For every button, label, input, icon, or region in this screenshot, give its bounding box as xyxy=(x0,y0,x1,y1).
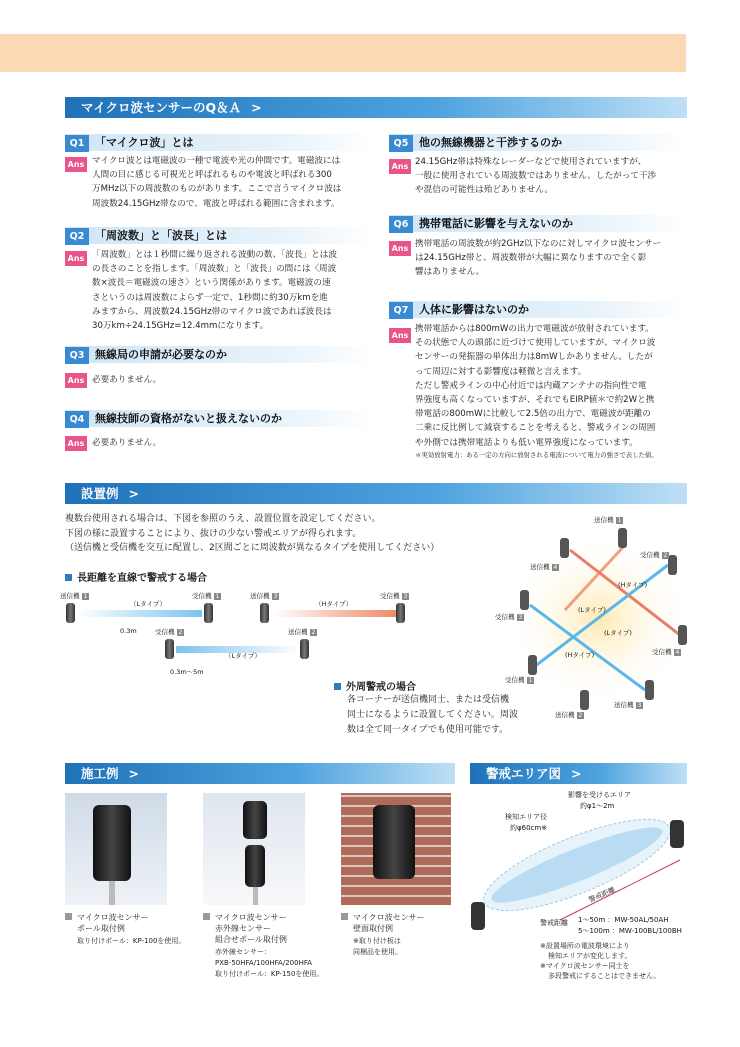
q1-question: 「マイクロ波」とは xyxy=(95,136,194,149)
photo-wall-mount xyxy=(341,793,451,905)
beam-arrow xyxy=(272,610,396,617)
q7-answer-line: や外側では携帯電話よりも低い電界強度になっています。 xyxy=(415,437,638,448)
area-note: ※マイクロ波センサー同士を xyxy=(540,962,630,970)
q6-answer-line: 響はありません。 xyxy=(415,267,485,278)
chevron-right-icon: > xyxy=(128,766,139,781)
tx-text: 送信機 xyxy=(614,701,634,709)
sensor-photo-shape xyxy=(243,801,267,839)
caption-title: 壁面取付例 xyxy=(353,924,393,933)
h-type-label: (Hタイプ) xyxy=(618,581,648,589)
h-type-label: （Hタイプ） xyxy=(315,600,353,608)
q5-answer-line: 一般に使用されている周波数ではありません。したがって干渉 xyxy=(415,171,657,182)
q7-answer-line: 二乗に反比例して減衰することを考えると、警戒ラインの周囲 xyxy=(415,423,656,434)
tx-text: 送信機 xyxy=(555,711,575,719)
install-section-title xyxy=(65,483,687,504)
area-notes xyxy=(540,941,660,981)
num-badge: 2 xyxy=(663,552,668,559)
range-label: 警戒距離 xyxy=(587,885,617,905)
num-badge: 3 xyxy=(518,614,523,621)
p-tx1-label xyxy=(594,515,623,524)
q2-answer-line: 数×波長＝電磁波の速さ〉という関係があります。電磁波の速 xyxy=(92,278,331,289)
p-rx1-label xyxy=(505,675,534,684)
p-rx4-label xyxy=(652,647,681,656)
rx-text: 受信機 xyxy=(192,592,212,600)
num-badge: 2 xyxy=(178,629,183,636)
sensor-icon xyxy=(300,639,309,659)
range-model-2: 5〜100m ：MW-100BL/100BH xyxy=(578,927,682,935)
sensor-photo-shape xyxy=(373,805,415,879)
q5-tag: Q5 xyxy=(389,135,413,152)
chevron-right-icon: > xyxy=(251,100,262,115)
q5-heading xyxy=(389,134,687,151)
q5-question: 他の無線機器と干渉するのか xyxy=(419,136,562,149)
examples-section-title xyxy=(65,763,455,784)
num-badge: 1 xyxy=(528,677,533,684)
sensor-icon xyxy=(528,655,537,675)
q2-answer-line: の長さのことを指します。「周波数」と「波長」の間には〈周波 xyxy=(92,264,337,275)
q7-answer-line: センサーの発振器の単体出力は8mWしかありません。したが xyxy=(415,352,653,363)
tx-text: 送信機 xyxy=(530,563,550,571)
l-type-label: （Lタイプ） xyxy=(225,652,261,660)
caption-note: 取り付けポール：KP-150を使用。 xyxy=(215,970,324,978)
long-distance-title: 長距離を直線で警戒する場合 xyxy=(77,573,207,584)
area-note: 多段警戒にすることはできません。 xyxy=(548,972,661,980)
rx1-label xyxy=(192,591,221,600)
q7-footnote: ＊実効放射電力：ある一定の方向に放射される電波について電力の強さで表した値。 xyxy=(415,450,658,459)
p-tx3-label xyxy=(614,700,643,709)
q4-answer: 必要ありません。 xyxy=(92,438,162,448)
ir-sensor-photo-shape xyxy=(245,845,265,887)
num-badge: 1 xyxy=(83,593,88,600)
tx1-label xyxy=(60,591,89,600)
perimeter-title: 外周警戒の場合 xyxy=(346,682,416,693)
caption-wall xyxy=(341,912,425,958)
caption-title: 組合せポール取付例 xyxy=(215,935,287,944)
num-badge: 1 xyxy=(617,517,622,524)
tx-text: 送信機 xyxy=(288,628,308,636)
q2-heading xyxy=(65,227,375,244)
num-badge: 1 xyxy=(215,593,220,600)
sensor-icon xyxy=(618,528,627,548)
range-model-1: 1〜50m ：MW-50AL/50AH xyxy=(578,916,669,924)
pole-shape xyxy=(253,887,258,905)
p-tx4-label xyxy=(530,562,559,571)
q4-tag: Q4 xyxy=(65,411,89,428)
num-badge: 2 xyxy=(311,629,316,636)
distance-label: 0.3m〜5m xyxy=(170,668,204,676)
q5-ans-badge: Ans xyxy=(389,159,411,174)
tx-text: 送信機 xyxy=(594,516,614,524)
q5-answer-line: や混信の可能性は殆どありません。 xyxy=(415,185,554,196)
q6-answer-line: は24.15GHz帯と、周波数帯が大幅に異なりますので全く影 xyxy=(415,253,647,264)
q2-answer-line: 30万km÷24.15GHz=12.4mmになります。 xyxy=(92,321,269,332)
q6-heading xyxy=(389,215,687,232)
l-type-label: （Lタイプ） xyxy=(130,600,166,608)
q2-answer xyxy=(92,248,382,333)
install-intro xyxy=(65,512,505,556)
caption-pole xyxy=(65,912,185,947)
affect-area-label: 影響を受けるエリア xyxy=(568,791,631,799)
sensor-icon xyxy=(204,603,213,623)
square-bullet-icon xyxy=(65,574,72,581)
rx2-label xyxy=(155,627,184,636)
q2-answer-line: さというのは周波数によらず一定で、1秒間に約30万kmを進 xyxy=(92,292,328,303)
sensor-icon xyxy=(396,603,405,623)
q3-ans-badge: Ans xyxy=(65,373,87,388)
q3-question: 無線局の申請が必要なのか xyxy=(95,348,227,361)
p-rx3-label xyxy=(495,612,524,621)
rx-text: 受信機 xyxy=(505,676,525,684)
h-type-label: (Hタイプ) xyxy=(565,651,595,659)
q1-heading xyxy=(65,134,375,151)
caption-note: 取り付けポール：KP-100を使用。 xyxy=(77,937,186,945)
q1-tag: Q1 xyxy=(65,135,89,152)
area-note: ※設置場所の電波環境により xyxy=(540,942,630,950)
distance-label: 警戒距離 xyxy=(540,919,568,927)
q2-ans-badge: Ans xyxy=(65,251,87,266)
q1-ans-badge: Ans xyxy=(65,157,87,172)
caption-title: マイクロ波センサー xyxy=(77,913,149,922)
q7-heading xyxy=(389,301,687,318)
sensor-icon xyxy=(580,690,589,710)
qa-title-text: マイクロ波センサーのQ＆Ａ xyxy=(81,100,242,115)
pole-shape xyxy=(109,881,115,905)
q7-answer-line: 帯電話の800mWに比較して2.5倍の出力で、電磁波が距離の xyxy=(415,409,651,420)
caption-title: ポール取付例 xyxy=(77,924,125,933)
caption-title: 赤外線センサー xyxy=(215,924,271,933)
q3-tag: Q3 xyxy=(65,347,89,364)
q4-question: 無線技師の資格がないと扱えないのか xyxy=(95,412,282,425)
q7-answer-line: その状態で人の頭部に近づけて使用していますが、マイクロ波 xyxy=(415,338,656,349)
q1-answer-line: 人間の目に感じる可視光と呼ばれるものや電波と呼ばれる300 xyxy=(92,170,332,181)
q7-question: 人体に影響はないのか xyxy=(419,303,529,316)
q6-answer xyxy=(415,237,687,280)
q6-answer-line: 携帯電話の周波数が約2GHz以下なのに対しマイクロ波センサー xyxy=(415,239,662,249)
perimeter-line: 同士になるように設置してください。周波 xyxy=(347,710,519,720)
q3-heading xyxy=(65,346,375,363)
num-badge: 3 xyxy=(273,593,278,600)
sensor-icon xyxy=(678,625,687,645)
header-band xyxy=(0,34,686,72)
q7-answer-line: ただし警戒ラインの中心付近では内蔵アンテナの指向性で電 xyxy=(415,380,647,391)
q2-tag: Q2 xyxy=(65,228,89,245)
detect-area-size: 約φ60cm※ xyxy=(510,824,548,832)
caption-note: ※取り付け板は xyxy=(353,937,401,945)
q4-heading xyxy=(65,410,375,427)
num-badge: 4 xyxy=(553,564,558,571)
sensor-icon xyxy=(645,680,654,700)
area-section-title xyxy=(470,763,687,784)
install-title-text: 設置例 xyxy=(81,486,119,501)
install-intro-line: 複数台使用される場合は、下図を参照のうえ、設置位置を設定してください。 xyxy=(65,514,381,524)
q1-answer-line: マイクロ波とは電磁波の一種で電波や光の仲間です。電磁波には xyxy=(92,156,341,166)
sensor-photo-shape xyxy=(93,805,131,881)
tx3-label xyxy=(250,591,279,600)
photo-pole-mount xyxy=(65,793,167,905)
num-badge: 3 xyxy=(637,702,642,709)
rx-text: 受信機 xyxy=(640,551,660,559)
perimeter-line: 各コーナーが送信機同士、または受信機 xyxy=(347,695,510,705)
caption-note: 同梱品を使用。 xyxy=(353,948,402,956)
area-title-text: 警戒エリア図 xyxy=(486,766,562,781)
q6-ans-badge: Ans xyxy=(389,241,411,256)
q2-answer-line: みますから、周波数24.15GHz帯のマイクロ波であれば波長は xyxy=(92,306,332,317)
affect-area-size: 約φ1〜2m xyxy=(580,802,615,810)
p-rx2-label xyxy=(640,550,669,559)
rx-text: 受信機 xyxy=(652,648,672,656)
q1-answer-line: 万MHz以下の周波数のものがあります。ここで言うマイクロ波は xyxy=(92,184,342,195)
q6-tag: Q6 xyxy=(389,216,413,233)
examples-title-text: 施工例 xyxy=(81,766,119,781)
beam-arrow xyxy=(78,610,202,617)
square-bullet-icon xyxy=(341,913,348,920)
square-bullet-icon xyxy=(203,913,210,920)
tx2-label xyxy=(288,627,317,636)
num-badge: 3 xyxy=(403,593,408,600)
long-distance-heading xyxy=(65,569,207,584)
sensor-icon xyxy=(670,820,684,848)
distance-label: 0.3m xyxy=(120,627,137,635)
rx-text: 受信機 xyxy=(380,592,400,600)
chevron-right-icon: > xyxy=(128,486,139,501)
q7-tag: Q7 xyxy=(389,302,413,319)
q7-answer-line: 携帯電話からは800mWの出力で電磁波が放射されています。 xyxy=(415,324,654,334)
q2-answer-line: 「周波数」とは１秒間に繰り返される波動の数、「波長」とは波 xyxy=(92,250,337,260)
q1-answer-line: 周波数24.15GHz帯なので、電波と呼ばれる範囲に含まれます。 xyxy=(92,198,340,209)
sensor-icon xyxy=(471,902,485,930)
sensor-icon xyxy=(66,603,75,623)
q6-question: 携帯電話に影響を与えないのか xyxy=(419,217,573,230)
q5-answer xyxy=(415,155,687,198)
q5-answer-line: 24.15GHz帯は特殊なレーダーなどで使用されていますが、 xyxy=(415,157,647,167)
l-type-label: (Lタイプ) xyxy=(604,629,632,637)
area-note: 検知エリアが変化します。 xyxy=(548,952,632,960)
rx-text: 受信機 xyxy=(155,628,175,636)
sensor-icon xyxy=(520,590,529,610)
q7-answer-line: 界強度も高くなっていますが、それでもEIRP値＊で約2Wと携 xyxy=(415,395,655,406)
perimeter-heading xyxy=(334,678,416,693)
l-type-label: (Lタイプ) xyxy=(578,606,606,614)
q7-answer xyxy=(415,322,690,461)
q1-answer xyxy=(92,154,382,211)
caption-title: マイクロ波センサー xyxy=(215,913,287,922)
num-badge: 4 xyxy=(675,649,680,656)
perimeter-line: 数は全て同一タイプでも使用可能です。 xyxy=(347,725,509,735)
q7-answer-line: って周辺に対する影響度は軽微と言えます。 xyxy=(415,366,587,377)
tx-text: 送信機 xyxy=(60,592,80,600)
caption-note: 赤外線センサー： xyxy=(215,948,271,956)
photo-combo-mount xyxy=(203,793,305,905)
rx3-label xyxy=(380,591,409,600)
square-bullet-icon xyxy=(334,683,341,690)
sensor-icon xyxy=(260,603,269,623)
sensor-icon xyxy=(165,639,174,659)
q2-question: 「周波数」と「波長」とは xyxy=(95,229,227,242)
long-distance-diagram xyxy=(60,585,420,680)
q3-answer: 必要ありません。 xyxy=(92,375,162,385)
q4-ans-badge: Ans xyxy=(65,436,87,451)
detect-area-label: 検知エリア径 xyxy=(505,813,547,821)
tx-text: 送信機 xyxy=(250,592,270,600)
install-intro-line: （送信機と受信機を交互に配置し、2区間ごとに周波数が異なるタイプを使用してください） xyxy=(65,543,440,553)
square-bullet-icon xyxy=(65,913,72,920)
qa-section-title xyxy=(65,97,687,118)
caption-title: マイクロ波センサー xyxy=(353,913,425,922)
p-tx2-label xyxy=(555,710,584,719)
num-badge: 2 xyxy=(578,712,583,719)
caption-combo xyxy=(203,912,323,980)
sensor-icon xyxy=(560,538,569,558)
sensor-icon xyxy=(668,555,677,575)
caption-note: PXB-50HFA/100HFA/200HFA xyxy=(215,959,312,967)
chevron-right-icon: > xyxy=(571,766,582,781)
install-intro-line: 下図の様に設置することにより、抜けの少ない警戒エリアが得られます。 xyxy=(65,528,362,539)
q7-ans-badge: Ans xyxy=(389,328,411,343)
rx-text: 受信機 xyxy=(495,613,515,621)
